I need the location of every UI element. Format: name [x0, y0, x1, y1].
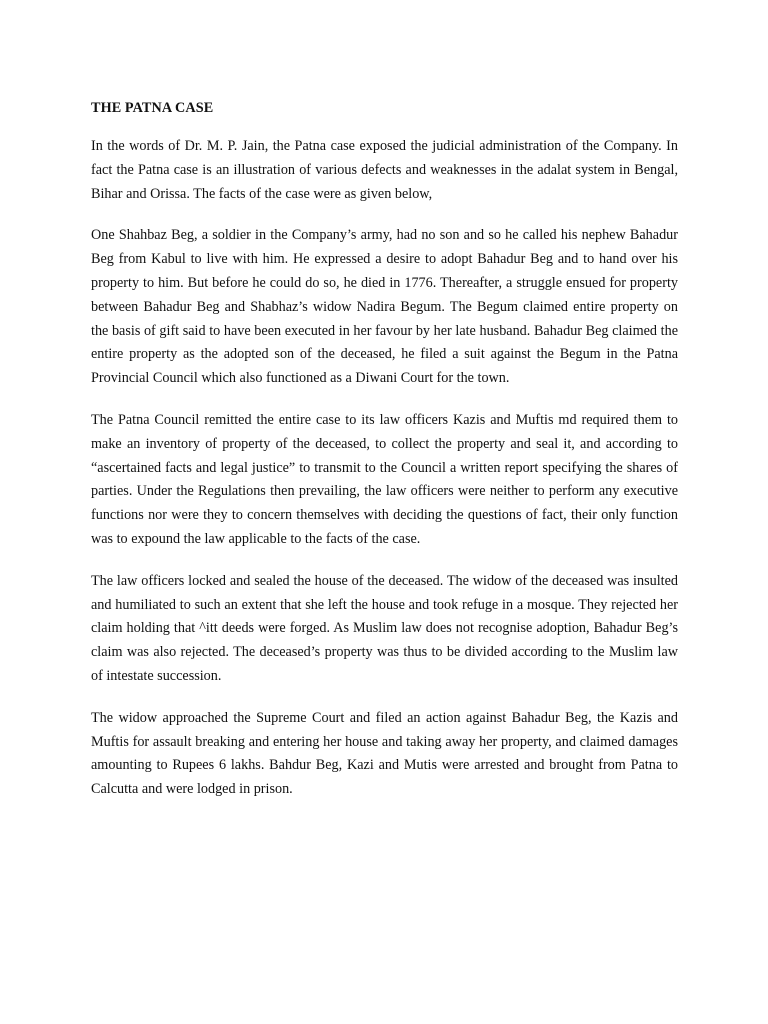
document-body: [91, 96, 678, 802]
paragraph-5: The widow approached the Supreme Court and filed an action against Bahadur Beg, the Kazis and Muftis for assault breaking and entering her house and taking away her property, and claimed damages amounting to Rupees 6 lakhs. Bahdur Beg, Kazi and Mutis were arrested and brought from Patna to Calcutta and were lodged in prison.: [91, 709, 678, 798]
document-title: THE PATNA CASE: [91, 100, 214, 116]
paragraph-2: One Shahbaz Beg, a soldier in the Company’s army, had no son and so he called his nephew Bahadur Beg from Kabul to live with him. He expressed a desire to adopt Bahadur Beg and to hand over his property to him. But before he could do so, he died in 1776. Thereafter, a struggle ensued for property between Bahadur Beg and Shabhaz’s widow Nadira Begum. The Begum claimed entire property on the basis of gift said to have been executed in her favour by her late husband. Bahadur Beg claimed the entire property as the adopted son of the deceased, he filed a suit against the Begum in the Patna Provincial Council which also functioned as a Diwani Court for the town.: [91, 227, 678, 387]
paragraph-3: The Patna Council remitted the entire case to its law officers Kazis and Muftis md required them to make an inventory of property of the deceased, to collect the property and seal it, and according to “ascertained facts and legal justice” to transmit to the Council a written report specifying the shares of parties. Under the Regulations then prevailing, the law officers were neither to perform any executive functions nor were they to concern themselves with deciding the questions of fact, their only function was to expound the law applicable to the facts of the case.: [91, 411, 678, 547]
paragraph-1: In the words of Dr. M. P. Jain, the Patna case exposed the judicial administration of the Company. In fact the Patna case is an illustration of various defects and weaknesses in the adalat system in Bengal, Bihar and Orissa. The facts of the case were as given below,: [91, 138, 678, 202]
paragraph-4: The law officers locked and sealed the house of the deceased. The widow of the deceased was insulted and humiliated to such an extent that she left the house and took refuge in a mosque. They rejected her claim holding that ^itt deeds were forged. As Muslim law does not recognise adoption, Bahadur Beg’s claim was also rejected. The deceased’s property was thus to be divided according to the Muslim law of intestate succession.: [91, 572, 678, 684]
